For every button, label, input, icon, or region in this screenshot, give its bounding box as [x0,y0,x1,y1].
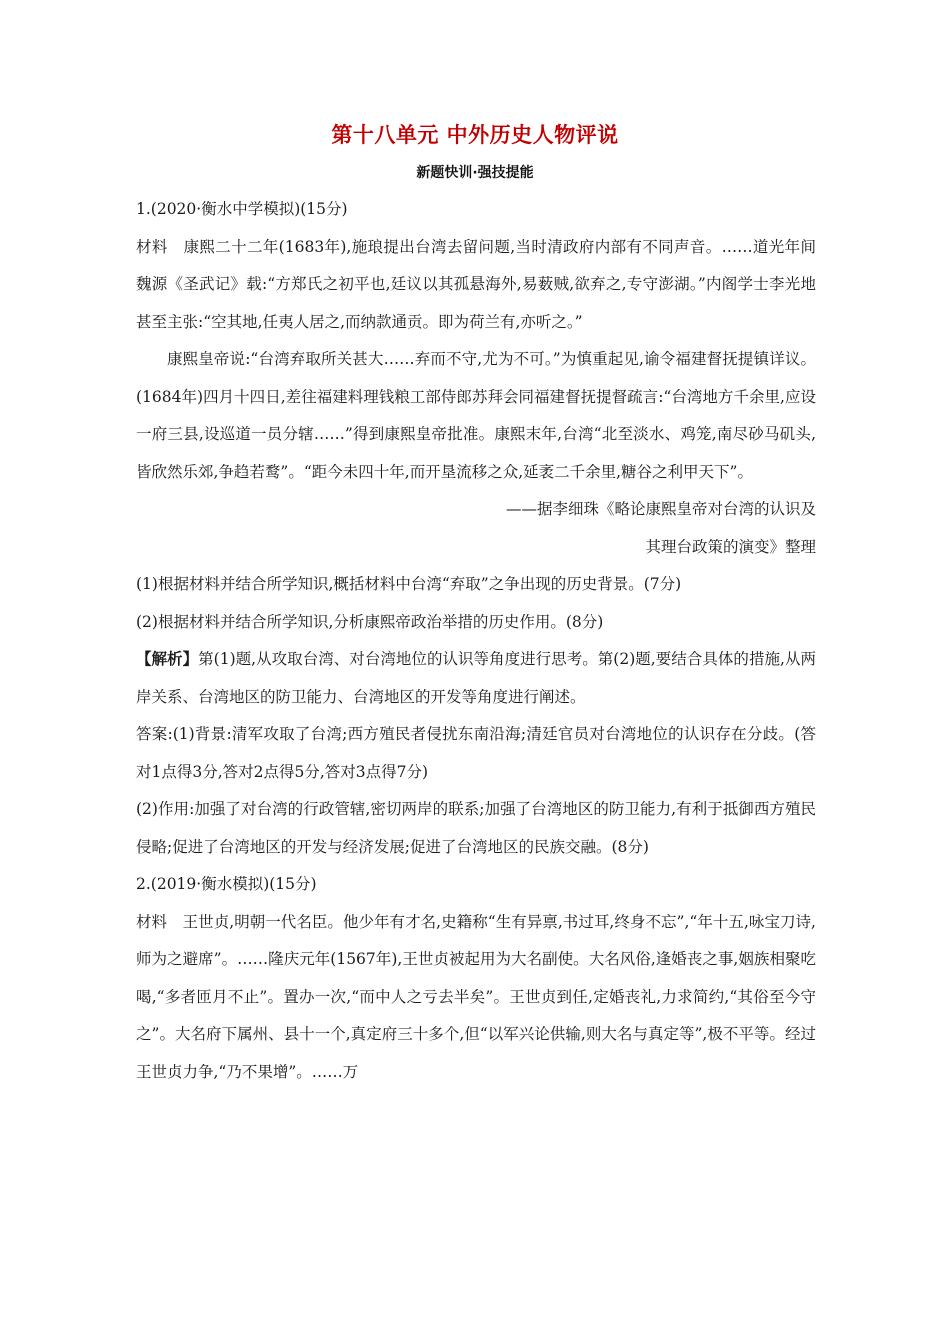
q1-material [136,229,816,342]
q1-subquestion-2: (2)根据材料并结合所学知识,分析康熙帝政治举措的历史作用。(8分) [136,612,604,631]
q2-material-para1: 王世贞,明朝一代名臣。他少年有才名,史籍称“生有异禀,书过耳,终身不忘”,“年十五,咏宝刀诗,师为之避席”。……隆庆元年(1567年),王世贞被起用为大名副使。大名风俗,逢婚丧之事,姻族相聚吃喝,“多者匝月不止”。置办一次,“而中人之亏去半矣”。王世贞到任,定婚丧礼,力求简约,“其俗至今守之”。大名府下属州、县十一个,真定府三十多个,但“以军兴论供输,则大名与真定等”,极不平等。经过王世贞力争,“乃不果增”。……万 [136,912,816,1081]
q1-material-para1: 康熙二十二年(1683年),施琅提出台湾去留问题,当时清政府内部有不同声音。……道光年间魏源《圣武记》载:“方郑氏之初平也,廷议以其孤悬海外,易薮贼,欲弃之,专守澎湖。”内阁学士李光地甚至主张:“空其地,任夷人居之,而纳款通贡。即为荷兰有,亦听之。” [136,237,816,331]
q2-material [136,904,816,1092]
q1-header: 1.(2020·衡水中学模拟)(15分) [136,200,348,218]
document-body [136,191,816,1091]
analysis-text: 第(1)题,从攻取台湾、对台湾地位的认识等角度进行思考。第(2)题,要结合具体的措施,从两岸关系、台湾地区的防卫能力、台湾地区的开发等角度进行阐述。 [136,650,816,706]
q1-subquestion-1: (1)根据材料并结合所学知识,概括材料中台湾“弃取”之争出现的历史背景。(7分) [136,575,682,593]
q2-header: 2.(2019·衡水模拟)(15分) [136,875,317,893]
q2-material-label: 材料 [136,912,168,931]
analysis-label: 【解析】 [136,650,199,668]
q1-answer-2: (2)作用:加强了对台湾的行政管辖,密切两岸的联系;加强了台湾地区的防卫能力,有利于抵御西方殖民侵略;促进了台湾地区的开发与经济发展;促进了台湾地区的民族交融。(8分) [136,800,816,856]
page-subtitle: 新题快训·强技提能 [416,165,534,181]
page-title: 第十八单元 中外历史人物评说 [331,123,619,147]
q1-material-para2: 康熙皇帝说:“台湾弃取所关甚大……弃而不守,尤为不可。”为慎重起见,谕令福建督抚提镇详议。(1684年)四月十四日,差往福建料理钱粮工部侍郎苏拜会同福建督抚提督疏言:“台湾地方千余里,应设一府三县,设巡道一员分辖……”得到康熙皇帝批准。康熙末年,台湾“北至淡水、鸡笼,南尽砂马矶头,皆欣然乐郊,争趋若鹜”。“距今未四十年,而开垦流移之众,延袤二千余里,糖谷之利甲天下”。 [136,350,816,481]
q1-source-line2: 其理台政策的演变》整理 [645,537,816,556]
q1-analysis [136,641,816,716]
q1-material-label: 材料 [136,237,168,256]
q1-source-line1: ——据李细珠《略论康熙皇帝对台湾的认识及 [505,500,816,518]
q1-answer-1: 答案:(1)背景:清军攻取了台湾;西方殖民者侵扰东南沿海;清廷官员对台湾地位的认识存在分歧。(答对1点得3分,答对2点得5分,答对3点得7分) [136,725,816,781]
